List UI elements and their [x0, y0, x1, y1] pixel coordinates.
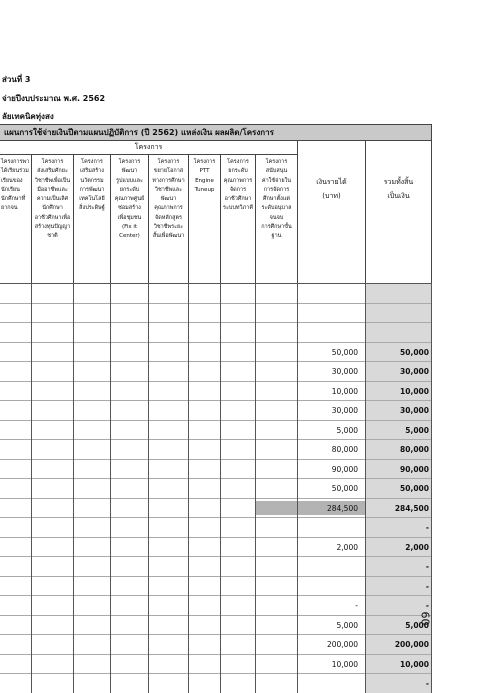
- college-heading: ลัยเทคนิคทุ่งสง: [2, 112, 54, 121]
- column-label: ไครงการพา ได้เรียนร่วม เรียนของ นักเรียน นักศึกษาที่ ยากจน: [1, 159, 30, 212]
- column-label: โครงการ เสริมสร้าง นวัตกรรม การพัฒนา เทคโนโลยี สิ่งประดิษฐ์: [79, 159, 105, 212]
- row-divider: [0, 459, 432, 460]
- project-group-header: โครงการ: [0, 141, 298, 155]
- column-label: โครงการ พัฒนา รูปแบบและ ยกระดับ คุณภาพศูนย์ ซ่อมสร้าง เพื่อชุมชน (Fix it Center): [114, 159, 145, 240]
- row-divider: [0, 478, 432, 479]
- income-header-label: เงินรายได้ (บาท): [316, 178, 347, 200]
- project-column-header: [32, 155, 74, 283]
- total-value: -: [425, 679, 429, 688]
- total-value: 200,000: [394, 640, 429, 649]
- row-divider: [0, 303, 432, 304]
- row-divider: [0, 517, 432, 518]
- income-value: 284,500: [326, 503, 358, 513]
- total-value: 284,500: [394, 503, 429, 513]
- income-value: 200,000: [326, 640, 358, 649]
- table-title: แผนการใช้จ่ายเงินปีตามแผนปฏิบัติการ (ปี 2562) แหล่งเงิน ผลผลิต/โครงการ: [0, 124, 432, 141]
- income-value: 50,000: [331, 347, 358, 357]
- row-divider: [0, 615, 432, 616]
- column-label: โครงการ PTT Engine Tuneup: [193, 159, 216, 193]
- income-column-header: [298, 141, 366, 283]
- total-value: -: [425, 601, 429, 610]
- income-value: 30,000: [331, 367, 358, 376]
- row-divider: [0, 283, 432, 284]
- income-value: 90,000: [331, 464, 358, 474]
- column-divider: [110, 283, 111, 693]
- total-value: 50,000: [400, 347, 429, 357]
- budget-year-heading: จ่ายปีงบประมาณ พ.ศ. 2562: [2, 94, 106, 103]
- income-value: 5,000: [336, 620, 358, 630]
- income-value: -: [355, 601, 358, 610]
- row-divider: [0, 322, 432, 323]
- row-divider: [0, 342, 432, 343]
- column-divider: [255, 283, 256, 693]
- project-column-header: [221, 155, 256, 283]
- total-column-header: [366, 141, 432, 283]
- total-value: 5,000: [405, 425, 429, 435]
- row-divider: [0, 595, 432, 596]
- row-divider: [0, 576, 432, 577]
- project-column-header: [189, 155, 221, 283]
- total-value: -: [425, 581, 429, 591]
- column-label: โครงการ ขยายโอกาส ทางการศึกษา วิชาชีพและ พัฒนา คุณภาพการ จัดหลักสูตร วิชาชีพระยะ สั้นเพื่อพัฒนา: [152, 159, 185, 240]
- total-value: 10,000: [400, 659, 429, 669]
- income-value: 5,000: [336, 425, 358, 435]
- row-divider: [0, 498, 432, 499]
- income-value: 80,000: [331, 445, 358, 454]
- income-value: 30,000: [331, 406, 358, 415]
- total-header-label: รวมทั้งสิ้น เป็นเงิน: [383, 178, 414, 200]
- income-value: 2,000: [336, 542, 358, 552]
- total-value: 10,000: [400, 386, 429, 396]
- column-divider: [188, 283, 189, 693]
- page-number: 60: [418, 611, 432, 626]
- total-value: 90,000: [400, 464, 429, 474]
- row-divider: [0, 634, 432, 635]
- column-divider: [73, 283, 74, 693]
- project-column-header: [0, 155, 32, 283]
- row-divider: [0, 361, 432, 362]
- column-divider: [297, 283, 298, 693]
- column-label: โครงการ ส่งเสริมศักยะ วิชาชีพเพื่อเป็น มืออาชีพและ ความเป็นเลิศ นักศึกษา อาชีวศึกษาเพื่อ สร้างทุนปัญญา ชาติ: [34, 159, 71, 240]
- row-divider: [0, 439, 432, 440]
- project-column-header: [149, 155, 189, 283]
- total-value: 2,000: [405, 542, 429, 552]
- row-divider: [0, 420, 432, 421]
- column-divider: [365, 283, 366, 693]
- income-value: 10,000: [331, 659, 358, 669]
- income-value: 50,000: [331, 484, 358, 493]
- part-heading: ส่วนที่ 3: [2, 75, 31, 84]
- project-column-header: [111, 155, 149, 283]
- total-value: -: [425, 562, 429, 571]
- total-value: 30,000: [400, 406, 429, 415]
- row-divider: [0, 537, 432, 538]
- total-value: 80,000: [400, 445, 429, 454]
- row-divider: [0, 654, 432, 655]
- column-label: โครงการ ยกระดับ คุณภาพการ จัดการ อาชีวศึกษา ระบบทวิภาคี: [223, 159, 253, 212]
- total-value: -: [425, 523, 429, 532]
- project-column-header: [256, 155, 298, 283]
- project-column-header: [74, 155, 111, 283]
- column-label: โครงการ สนับสนุน ค่าใช้จ่ายใน การจัดการ ศึกษาตั้งแต่ ระดับอนุบาล จนจบ การศึกษาขั้น ฐาน: [261, 159, 292, 240]
- total-value: 30,000: [400, 367, 429, 376]
- income-value: 10,000: [331, 386, 358, 396]
- row-divider: [0, 673, 432, 674]
- column-divider: [31, 283, 32, 693]
- column-divider: [431, 283, 432, 693]
- row-divider: [0, 381, 432, 382]
- column-divider: [148, 283, 149, 693]
- column-divider: [220, 283, 221, 693]
- row-divider: [0, 400, 432, 401]
- total-value: 50,000: [400, 484, 429, 493]
- total-value: 5,000: [405, 620, 429, 630]
- row-divider: [0, 556, 432, 557]
